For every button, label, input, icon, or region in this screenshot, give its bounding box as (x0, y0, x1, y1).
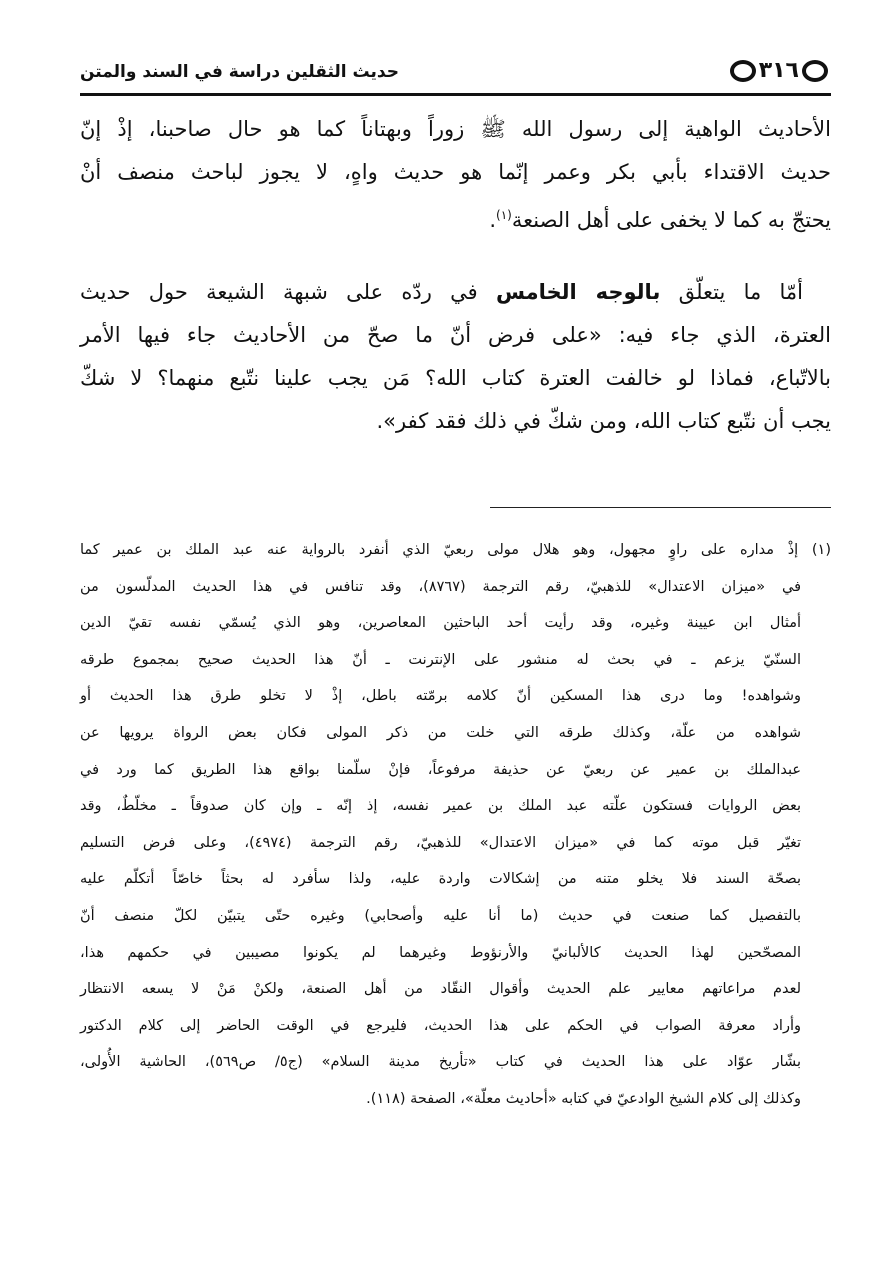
page-number (727, 58, 831, 83)
footnote-line: وكذلك إلى كلام الشيخ الوادعيّ في كتابه «أحاديث معلّة»، الصفحة (١١٨). (366, 1090, 801, 1107)
footnote-line: في «ميزان الاعتدال» للذهبيّ، رقم الترجمة (٨٧٦٧)، وقد تنافس في هذا الحديث المدلّسون من (80, 578, 801, 595)
text-line: حديث الاقتداء بأبي بكر وعمر إنّما هو حديث واهٍ، لا يجوز لباحث منصف أنْ (80, 160, 831, 184)
text-line: بالاتّباع، فماذا لو خالفت العترة كتاب الله؟ مَن يجب علينا نتّبع منهما؟ لا شكّ (80, 366, 831, 390)
footnote-line: شواهده من علّة، وكذلك طرقه التي خلت من ذكر المولى فكان بعض الرواة يرويها عن (80, 724, 801, 741)
page-number-text: ٣١٦ (758, 58, 799, 83)
text-segment: في ردّه على شبهة الشيعة حول حديث (80, 280, 496, 304)
footnote-separator (490, 507, 831, 508)
text-line: العترة، الذي جاء فيه: «على فرض أنّ ما صحّ من الأحاديث جاء فيها الأمر (80, 323, 831, 347)
footnote-line: السنّيّ يزعم ـ في بحث له منشور على الإنترنت ـ أنّ هذا الحديث صحيح بمجموع طرقه (80, 651, 801, 668)
footnote-line: وشواهده! وما درى هذا المسكين أنّ كلامه برمّته باطل، إذْ لا تخلو طرق هذا الحديث أو (80, 688, 801, 705)
footnote-line: تغيّر قبل موته كما في «ميزان الاعتدال» للذهبيّ، رقم الترجمة (٤٩٧٤)، وعلى فرض التسليم (80, 834, 802, 851)
text-segment: . (489, 208, 497, 232)
text-line (80, 194, 831, 237)
footnote-line: بعض الروايات فستكون علّته عبد الملك بن عمير نفسه، إذ إنّه ـ وإن كان صدوقاً ـ مخلّطٌ، وقد (80, 798, 801, 815)
footnote-line: بالتفصيل كما صنعت في حديث (ما أنا عليه وأصحابي) وغيره حتّى يتبيّن لكلّ منصف أنّ (80, 907, 801, 924)
header-rule (80, 93, 831, 96)
footnotes (80, 532, 831, 1118)
text-segment: يحتجّ به كما لا يخفى على أهل الصنعة (511, 208, 831, 232)
ornament-icon (730, 60, 756, 82)
footnote-line: وأراد معرفة الصواب في الحكم على هذا الحديث، فليرجع في الوقت الحاضر إلى كلام الدكتور (80, 1017, 801, 1034)
footnote-ref[interactable]: (١) (496, 208, 512, 222)
ornament-icon (802, 60, 828, 82)
footnote-line: بشّار عوّاد على هذا الحديث في كتاب «تأريخ مدينة السلام» (ج٥/ ص٥٦٩)، الحاشية الأُولى، (80, 1054, 801, 1071)
footnote-line: أمثال ابن عيينة وغيره، وقد رأيت أحد الباحثين المعاصرين، وهو الذي يُسمّي نفسه تقيّ الدين (80, 615, 801, 632)
emphasis: بالوجه الخامس (495, 280, 661, 304)
text-line: يجب أن نتّبع كتاب الله، ومن شكّ في ذلك فقد كفر». (376, 409, 831, 433)
text-line: الأحاديث الواهية إلى رسول الله ﷺ زوراً وبهتاناً كما هو حال صاحبنا، إذْ إنّ (80, 117, 831, 141)
page-header (80, 58, 831, 92)
running-title: حديث الثقلين دراسة في السند والمتن (80, 62, 399, 82)
footnote-line: المصحّحين لهذا الحديث كالألبانيّ والأرنؤوط وغيرهما لم يكونوا مصيبين في حكمهم هذا، (80, 944, 801, 961)
text-line (80, 271, 831, 314)
footnote-line: عبدالملك بن عمير عن ربعيّ عن حذيفة مرفوعاً، فإنْ سلّمنا بواقع هذا الطريق كما ورد في (80, 761, 801, 778)
main-text (80, 108, 831, 443)
footnote-line: (١) إذْ مداره على راوٍ مجهول، وهو هلال مولى ربعيّ الذي أنفرد بالرواية عنه عبد الملك بن عمير كما (80, 542, 831, 558)
footnote-line: بصحّة السند فلا يخلو متنه من إشكالات واردة عليه، ولذا سأفرد له بحثاً خاصّاً أتكلّم عليه (80, 871, 801, 888)
text-segment: أمّا ما يتعلّق (660, 280, 804, 304)
footnote-line: لعدم مراعاتهم معايير علم الحديث وأقوال النقّاد من أهل الصنعة، ولكنْ مَنْ لا يسعه الانتظار (80, 981, 801, 998)
